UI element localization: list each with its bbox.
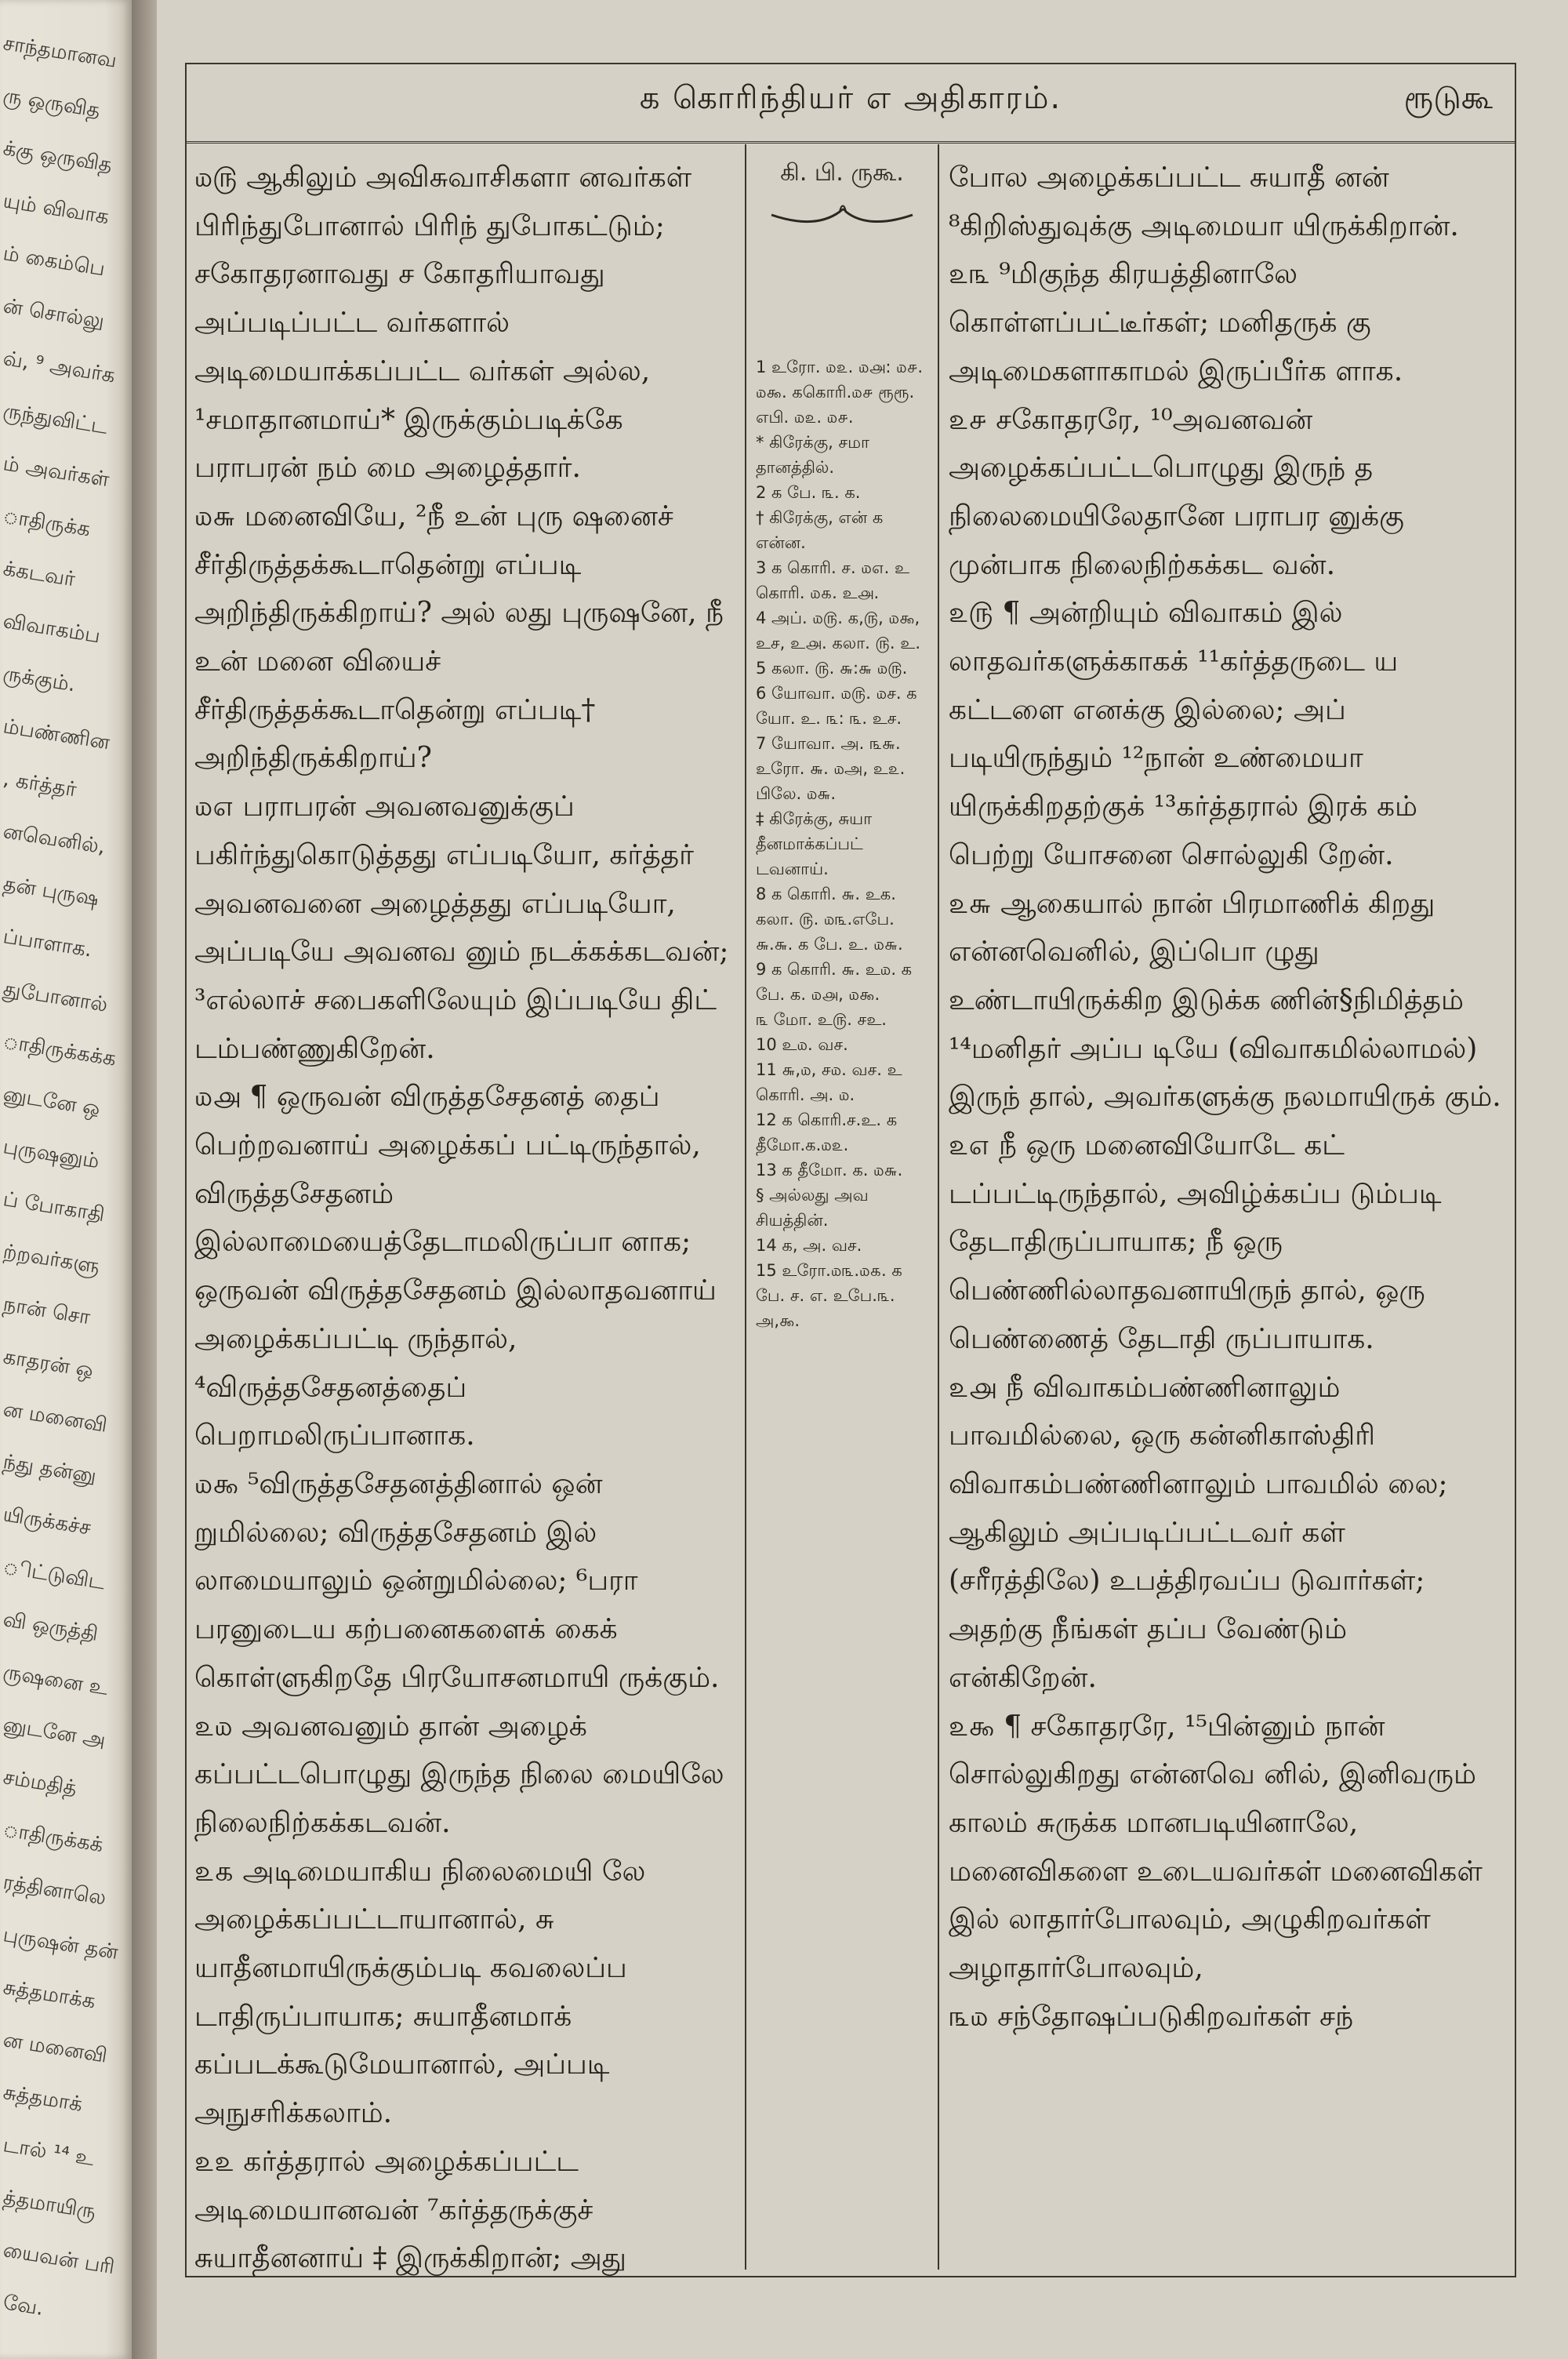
facing-page-fragment: க்கு ஒருவித — [1, 136, 114, 177]
verse: ௨௮ நீ விவாகம்பண்ணினாலும் பாவமில்லை, ஒரு கன்னிகாஸ்திரி விவாகம்பண்ணினாலும் பாவமில் லை; ஆகிலும் அப்படிப்பட்டவர் கள் (சரீரத்திலே) உபத்திரவப்ப டுவார்கள்; அதற்கு நீங்கள் தப்ப வேண்டும் என்கிறேன். — [949, 1371, 1448, 1694]
verse: ௨௪ சகோதரரே, ¹⁰அவனவன் அழைக்கப்பட்டபொழுது இருந் த நிலைமையிலேதானே பராபர னுக்கு முன்பாக நிலைநிற்கக்கட வன். — [949, 403, 1404, 581]
facing-page-fragment: னுடனே அ — [1, 1713, 107, 1753]
facing-page-fragment: ன மனைவி — [1, 2028, 109, 2068]
facing-page-fragment: விவாகம்ப — [1, 609, 102, 649]
verse: ௨௩ ⁹மிகுந்த கிரயத்தினாலே கொள்ளப்பட்டீர்கள்; மனிதருக் கு அடிமைகளாகாமல் இருப்பீர்க ளாக. — [949, 258, 1403, 387]
facing-page-fragment: க்கடவர் — [1, 557, 77, 592]
facing-page-fragment: ன மனைவி — [1, 1398, 109, 1438]
cross-reference: 13 க தீமோ. க. ௰௬. — [756, 1161, 903, 1180]
facing-page-strip — [0, 0, 132, 2359]
cross-reference: ‡ கிரேக்கு, சுயா தீனமாக்கப்பட் டவனாய். — [756, 809, 873, 878]
facing-page-fragment: ருக்கும். — [1, 662, 78, 697]
column-rule-right — [938, 144, 939, 2270]
verse: ௨௫ ¶ அன்றியும் விவாகம் இல் லாதவர்களுக்காகக் ¹¹கர்த்தருடை ய கட்டளை எனக்கு இல்லை; அப் படியிருந்தும் ¹²நான் உண்மையா யிருக்கிறதற்குக் ¹³கர்த்தரால் இரக் கம் பெற்று யோசனை சொல்லுகி றேன். — [949, 597, 1417, 871]
facing-page-fragment: ற்றவர்களு — [1, 1240, 102, 1279]
verse: ௰௭ பராபரன் அவனவனுக்குப் பகிர்ந்துகொடுத்தது எப்படியோ, கர்த்தர் அவனவனை அழைத்தது எப்படியோ, அப்படியே அவனவ னும் நடக்கக்கடவன்; ³எல்லாச் சபைகளிலேயும் இப்படியே திட் டம்பண்ணுகிறேன். — [194, 791, 729, 1065]
cross-reference: † கிரேக்கு, என் க என்ன. — [756, 508, 884, 552]
right-text-column — [949, 154, 1504, 2041]
verse: ௰௮ ¶ ஒருவன் விருத்தசேதனத் தைப் பெற்றவனாய் அழைக்கப் பட்டிருந்தால், விருத்தசேதனம் இல்லாமையைத்தேடாமலிருப்பா னாக; ஒருவன் விருத்தசேதனம் இல்லாதவனாய் அழைக்கப்பட்டி ருந்தால், ⁴விருத்தசேதனத்தைப் பெறாமலிருப்பானாக. — [194, 1081, 717, 1452]
facing-page-fragment: யிருக்கச்ச — [1, 1503, 93, 1540]
cross-reference: 6 யோவா. ௰௫. ௰ச. க யோ. உ. ௩: ௩. உச. — [756, 684, 917, 728]
page-number: ரூடுகூ — [1403, 80, 1493, 116]
ornament-flourish-icon — [768, 198, 916, 229]
cross-reference: * கிரேக்கு, சமா தானத்தில். — [756, 433, 869, 477]
facing-page-fragment: துபோனால் — [1, 977, 110, 1017]
cross-reference: 7 யோவா. அ. ௩௬. உரோ. ௬. ௰அ, உ௨. பிலே. ௰௬. — [756, 734, 906, 803]
facing-page-fragment: வி ஒருத்தி — [1, 1608, 100, 1646]
facing-page-fragment: ாதிருக்கக் — [1, 1818, 105, 1857]
left-text-column — [194, 154, 735, 2283]
facing-page-fragment: வே. — [1, 2291, 45, 2321]
cross-reference: 11 ௬,௰, ச௰. வச. உ கொரி. அ. ௰. — [756, 1060, 902, 1104]
cross-reference: 15 உரோ.௰௩.௰௧. க பே. ச. எ. உபே.௩. அ,௯. — [756, 1261, 902, 1330]
reference-list — [750, 354, 935, 1333]
verse: ௰௫ ஆகிலும் அவிசுவாசிகளா னவர்கள் பிரிந்துபோனால் பிரிந் துபோகட்டும்; சகோதரனாவது ச கோதரியாவது அப்படிப்பட்ட வர்களால் அடிமையாக்கப்பட்ட வர்கள் அல்ல, ¹சமாதானமாய்* இருக்கும்படிக்கே பராபரன் நம் மை அழைத்தார். — [194, 162, 692, 485]
facing-page-fragment: சுத்தமாக்க — [1, 1976, 97, 2014]
cross-reference: 14 க, அ. வச. — [756, 1236, 862, 1255]
facing-page-fragment: ப் போகாதி — [1, 1187, 107, 1227]
verse: ௰௯ ⁵விருத்தசேதனத்தினால் ஒன் றுமில்லை; விருத்தசேதனம் இல் லாமையாலும் ஒன்றுமில்லை; ⁶பரா பரனுடைய கற்பனைகளைக் கைக் கொள்ளுகிறதே பிரயோசனமாயி ருக்கும். — [194, 1467, 720, 1694]
cross-reference: 4 அப். ௰௫. க,௫, ௰௯, உச, உ௮. கலா. ௫. உ. — [756, 609, 921, 652]
facing-page-fragment: சம்மதித் — [1, 1765, 78, 1801]
verse: ௰௬ மனைவியே, ²நீ உன் புரு ஷனைச் சீர்திருத்தக்கூடாதென்று எப்படி அறிந்திருக்கிறாய்? அல் லது புருஷனே, நீ உன் மனை வியைச் சீர்திருத்தக்கூடாதென்று எப்படி† அறிந்திருக்கிறாய்? — [194, 500, 724, 775]
facing-page-fragment: டால் ¹⁴ உ — [1, 2133, 96, 2172]
reference-column-title: கி. பி. ருகூ. — [780, 159, 904, 187]
facing-page-fragment: யும் விவாக — [1, 189, 111, 230]
column-rule-left — [745, 144, 746, 2270]
facing-page-fragment: ருந்துவிட்ட — [1, 399, 110, 439]
verse: ௨௨ கர்த்தரால் அழைக்கப்பட்ட அடிமையானவன் ⁷கர்த்தருக்குச் சுயாதீனனாய் ‡ இருக்கிறான்; அது — [194, 2145, 626, 2275]
facing-page-fragment: ன் சொல்லு — [1, 294, 107, 334]
facing-page-fragment: ருஷனை உ — [1, 1660, 110, 1700]
facing-page-fragment: ப்பாளாக. — [1, 925, 94, 962]
facing-page-fragment: ம் கைம்பெ — [1, 242, 107, 282]
verse: போல அழைக்கப்பட்ட சுயாதீ னன் ⁸கிறிஸ்துவுக்கு அடிமையா யிருக்கிறான். — [949, 162, 1459, 242]
cross-reference: 3 க கொரி. ச. ௰௭. உ கொரி. ௰௧. உ௮. — [756, 558, 910, 602]
facing-page-fragment: சுத்தமாக் — [1, 2081, 85, 2117]
facing-page-fragment: ாதிருக்க — [1, 504, 93, 542]
facing-page-fragment: ம் அவர்கள் — [1, 452, 111, 493]
cross-reference: 2 க பே. ௩. க. — [756, 483, 861, 502]
running-header — [185, 63, 1516, 144]
verse: ௨௰ அவனவனும் தான் அழைக் கப்பட்டபொழுது இருந்த நிலை மையிலே நிலைநிற்கக்கடவன். — [194, 1710, 724, 1839]
cross-reference: ௩ மோ. உ௫. சஉ. — [756, 1010, 887, 1029]
cross-reference: 1 உரோ. ௰௨. ௰௮: ௰௪. ௰௯. ககொரி.௰௪ ரூரூ. எபி. ௰௨. ௰௪. — [756, 358, 923, 427]
facing-page-fragment: ாதிருக்கக்க — [1, 1030, 118, 1071]
verse: ௨௬ ஆகையால் நான் பிரமாணிக் கிறது என்னவெனில், இப்பொ ழுது உண்டாயிருக்கிற இடுக்க ணின்§நிமித்தம் ¹⁴மனிதர் அப்ப டியே (விவாகமில்லாமல்) இருந் தால், அவர்களுக்கு நலமாயிருக் கும். — [949, 887, 1501, 1114]
cross-reference-column — [750, 154, 935, 1333]
cross-reference: 10 உ௰. வச. — [756, 1035, 848, 1054]
facing-page-fragment: தன் புருஷ — [1, 872, 101, 911]
cross-reference: 12 க கொரி.ச.உ. க தீமோ.க.௰௨. — [756, 1110, 898, 1154]
verse: ௨௯ ¶ சகோதரரே, ¹⁵பின்னும் நான் சொல்லுகிறது என்னவெ னில், இனிவரும் காலம் சுருக்க மானபடியினாலே, மனைவிகளை உடையவர்கள் மனைவிகள் இல் லாதார்போலவும், அழுகிறவர்கள் அழாதார்போலவும், — [949, 1710, 1483, 1985]
cross-reference: 9 க கொரி. ௬. உ௰. க பே. க. ௰௮, ௰௯. — [756, 960, 913, 1004]
facing-page-fragment: சாந்தமானவ — [1, 31, 118, 73]
facing-page-fragment: புருஷனும் — [1, 1135, 101, 1174]
cross-reference: § அல்லது அவ சியத்தின். — [756, 1186, 869, 1230]
facing-page-fragment: னவெனில், — [1, 820, 107, 860]
facing-page-fragment: நான் சொ — [1, 1292, 93, 1330]
facing-page-fragment: புருஷன் தன் — [1, 1923, 120, 1965]
verse: ௩௰ சந்தோஷப்படுகிறவர்கள் சந் — [949, 2000, 1354, 2033]
facing-page-fragment: ரத்தினாலெ — [1, 1870, 108, 1910]
facing-page-fragment: த்தமாயிரு — [1, 2186, 98, 2224]
facing-page-fragment: , கர்த்தர் — [1, 767, 78, 802]
facing-page-fragment: ிட்டுவிட — [1, 1555, 107, 1595]
facing-page-fragment: காதரன் ஒ — [1, 1345, 96, 1383]
facing-page-fragment: ரு ஒருவித — [1, 84, 102, 123]
verse: ௨௧ அடிமையாகிய நிலைமையி லே அழைக்கப்பட்டாயானால், சு யாதீனமாயிருக்கும்படி கவலைப்ப டாதிருப்பாயாக; சுயாதீனமாக் கப்படக்கூடுமேயானால், அப்படி அநுசரிக்கலாம். — [194, 1855, 646, 2130]
verse: ௨௭ நீ ஒரு மனைவியோடே கட் டப்பட்டிருந்தால், அவிழ்க்கப்ப டும்படி தேடாதிருப்பாயாக; நீ ஒரு பெண்ணில்லாதவனாயிருந் தால், ஒரு பெண்ணைத் தேடாதி ருப்பாயாக. — [949, 1129, 1442, 1355]
cross-reference: 5 கலா. ௫. ௬:௬ ௰௫. — [756, 659, 908, 678]
facing-page-fragment: னுடனே ஒ — [1, 1082, 102, 1121]
facing-page-fragment: ம்பண்ணின — [1, 714, 112, 755]
facing-page-fragment: வ், ⁹ அவர்க — [1, 347, 117, 388]
chapter-title: க கொரிந்தியர் எ அதிகாரம். — [639, 80, 1062, 116]
cross-reference: 8 க கொரி. ௬. உக. கலா. ௫. ௰௩.எபே. ௬.௬. க பே. உ. ௰௬. — [756, 885, 903, 954]
facing-page-fragment: யைவன் பரி — [1, 2238, 117, 2280]
facing-page-fragment: ந்து தன்னு — [1, 1450, 98, 1488]
